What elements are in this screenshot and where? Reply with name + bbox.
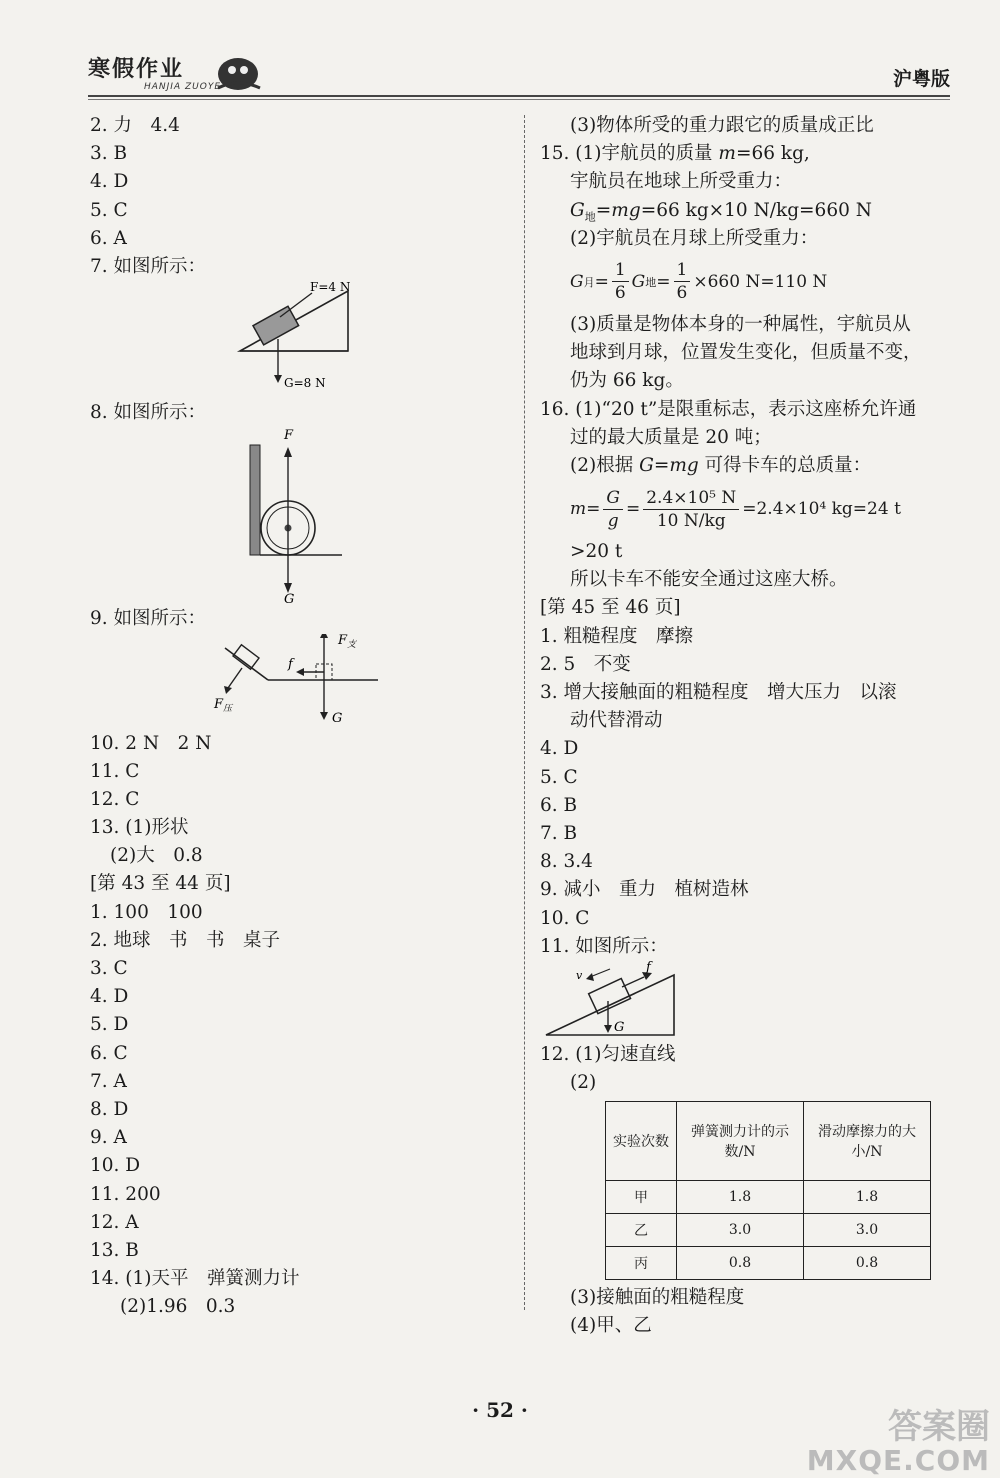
table-header-row [606,1102,931,1181]
answer-line: 7. A [90,1070,127,1092]
fig8-gravity-label: G [284,592,295,606]
watermark-logo: 答案圈 MXQE.COM [806,1407,990,1477]
table-cell: 乙 [606,1214,677,1247]
answer-line: 8. 如图所示： [90,402,207,424]
table-cell: 3.0 [804,1214,931,1247]
fig11-friction-label: f [646,960,651,975]
answer-line: 8. 3.4 [540,851,593,873]
table-header-cell: 实验次数 [606,1102,677,1181]
header-rule-thin [88,99,950,100]
answer-line: 7. B [540,822,578,844]
formula-line: $G_地=mg=66$ kg×10 N/kg=660 N [570,199,872,224]
answer-line: 10. 2 N 2 N [90,732,212,754]
answer-line: 9. A [90,1127,127,1149]
answer-line: 11. C [90,760,140,782]
answer-line: 11. 如图所示： [540,935,668,957]
experiment-table [605,1101,931,1280]
answer-line: 9. 减小 重力 植树造林 [540,879,749,901]
answer-line: 13. (1)形状 [90,817,189,839]
table-cell: 3.0 [677,1214,804,1247]
answer-line: (2)根据 G=mg 可得卡车的总质量： [570,454,872,476]
section-heading: [第 45 至 46 页] [540,597,681,619]
answer-line: 3. B [90,143,128,165]
answer-line: 5. C [540,766,578,788]
brand-subtitle: HANJIA ZUOYE [144,82,222,92]
formula-truck-mass: m = $\frac{G}{g}$ = $\frac{\text{2.4×10⁵ N}}{10 N/kg}$ =2.4×10⁴ kg=24 t [570,487,901,531]
answer-line: >20 t [570,541,623,563]
answer-line: 4. D [540,738,579,760]
figure-wheel-wall [90,427,510,605]
table-row [606,1181,931,1214]
answer-line: 9. 如图所示： [90,608,207,630]
table-cell: 1.8 [677,1181,804,1214]
left-column [90,112,510,1321]
answer-line: 1. 100 100 [90,901,203,923]
answer-line: (2) [570,1072,597,1094]
table-cell: 0.8 [804,1247,931,1280]
fig8-force-label: F [284,428,294,444]
answer-line: (2)1.96 0.3 [120,1296,236,1318]
answer-line: 5. D [90,1014,129,1036]
answer-line: 12. A [90,1211,139,1233]
answer-line: 12. (1)匀速直线 [540,1043,676,1065]
answer-line: 15. (1)宇航员的质量 m=66 kg, [540,143,810,165]
answer-line: 7. 如图所示： [90,255,207,277]
answer-line: 地球到月球，位置发生变化，但质量不变， [570,342,922,364]
answer-line: 10. C [540,907,590,929]
fig11-gravity-label: G [614,1019,625,1035]
column-divider [524,115,525,1310]
answer-line: 过的最大质量是 20 吨； [570,426,772,448]
figure-incline-force [90,281,510,399]
fig7-gravity-label: G=8 N [284,376,326,391]
fig9-gravity-label: G [332,710,343,726]
answer-line: (2)宇航员在月球上所受重力： [570,227,819,249]
formula-moon-gravity: G 月 = $\frac{1}{6}$ G 地 = $\frac{1}{6}$ ×660 N=110 N [570,260,828,304]
answer-line: 宇航员在地球上所受重力： [570,171,793,193]
answer-line: 4. D [90,986,129,1008]
answer-line: 2. 力 4.4 [90,115,180,136]
table-header-cell: 滑动摩擦力的大小/N [804,1102,931,1181]
fig7-force-label: F=4 N [310,281,351,295]
answer-line: 6. C [90,1042,128,1064]
section-heading: [第 43 至 44 页] [90,873,231,895]
mascot-icon [208,48,268,96]
brand-title: 寒假作业 [88,56,185,82]
answer-line: 4. D [90,171,129,193]
answer-line: 8. D [90,1098,129,1120]
table-cell: 丙 [606,1247,677,1280]
answer-line: 6. B [540,794,578,816]
answer-line: 2. 地球 书 书 桌子 [90,929,281,951]
answer-line: (3)物体所受的重力跟它的质量成正比 [570,115,874,136]
answer-line: 3. 增大接触面的粗糙程度 增大压力 以滚 [540,682,897,703]
answer-line: 仍为 66 kg。 [570,370,684,392]
edition-label: 沪粤版 [892,68,950,90]
table-cell: 0.8 [677,1247,804,1280]
answer-line: 11. 200 [90,1183,161,1205]
answer-line: (4)甲、乙 [570,1315,652,1337]
answer-line: 6. A [90,227,127,249]
fig11-velocity-label: v [576,968,583,982]
fig9-friction-label: f [288,656,293,672]
answer-line: 动代替滑动 [570,710,663,732]
answer-line: 所以卡车不能安全通过这座大桥。 [570,569,848,591]
answer-line: 16. (1)“20 t”是限重标志，表示这座桥允许通 [540,398,917,420]
answer-line: 3. C [90,958,128,979]
page-number: · 52 · [472,1398,528,1422]
answer-line: (2)大 0.8 [110,845,203,867]
figure-block-incline-friction [540,961,960,1041]
answer-line: 5. C [90,199,128,221]
table-row [606,1247,931,1280]
right-column [540,112,960,1341]
table-row [606,1214,931,1247]
figure-block-slide [90,634,510,730]
page-header [88,48,950,100]
answer-line: (3)接触面的粗糙程度 [570,1287,745,1309]
header-rule [88,95,950,97]
fig9-pressure-label: $F_压$ [214,696,233,714]
answer-line: 1. 粗糙程度 摩擦 [540,625,694,647]
table-cell: 甲 [606,1181,677,1214]
answer-line: 12. C [90,788,140,810]
table-cell: 1.8 [804,1181,931,1214]
answer-line: 13. B [90,1239,139,1261]
table-header-cell: 弹簧测力计的示数/N [677,1102,804,1181]
answer-line: (3)质量是物体本身的一种属性，宇航员从 [570,313,911,335]
fig9-support-label: $F_支$ [338,633,357,650]
answer-line: 14. (1)天平 弹簧测力计 [90,1268,300,1290]
answer-line: 2. 5 不变 [540,653,631,675]
answer-line: 10. D [90,1155,141,1177]
